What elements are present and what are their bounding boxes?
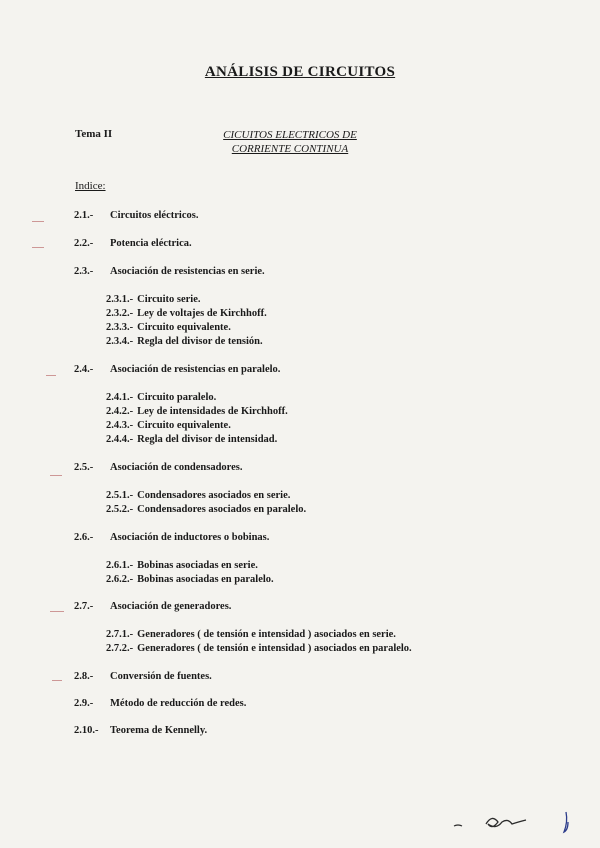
toc-section-2-8: 2.8.- Conversión de fuentes. <box>74 671 212 682</box>
toc-subsection-2-7-2: 2.7.2.- Generadores ( de tensión e intensidad ) asociados en paralelo. <box>106 643 412 654</box>
margin-mark <box>50 611 64 612</box>
tema-subtitle <box>190 128 390 156</box>
signature-scribble-icon <box>448 804 588 844</box>
index-heading: Indice: <box>75 180 106 192</box>
toc-subsection-2-5-2: 2.5.2.- Condensadores asociados en paralelo. <box>106 504 307 515</box>
toc-section-2-1: 2.1.- Circuitos eléctricos. <box>74 210 199 221</box>
margin-mark <box>32 221 44 222</box>
margin-mark <box>50 475 62 476</box>
toc-section-2-9: 2.9.- Método de reducción de redes. <box>74 698 247 709</box>
toc-subsection-2-6-2: 2.6.2.- Bobinas asociadas en paralelo. <box>106 574 274 585</box>
toc-subsection-2-4-2: 2.4.2.- Ley de intensidades de Kirchhoff. <box>106 406 288 417</box>
toc-section-2-10: 2.10.- Teorema de Kennelly. <box>74 725 208 736</box>
document-title: ANÁLISIS DE CIRCUITOS <box>204 64 396 80</box>
toc-subsection-2-7-1: 2.7.1.- Generadores ( de tensión e intensidad ) asociados en serie. <box>106 629 396 640</box>
toc-section-2-7: 2.7.- Asociación de generadores. <box>74 601 232 612</box>
toc-subsection-2-4-1: 2.4.1.- Circuito paralelo. <box>106 392 217 403</box>
toc-section-2-5: 2.5.- Asociación de condensadores. <box>74 462 243 473</box>
toc-section-2-6: 2.6.- Asociación de inductores o bobinas. <box>74 532 270 543</box>
tema-label: Tema II <box>75 128 113 140</box>
toc-subsection-2-3-3: 2.3.3.- Circuito equivalente. <box>106 322 231 333</box>
toc-subsection-2-3-1: 2.3.1.- Circuito serie. <box>106 294 201 305</box>
toc-section-2-4: 2.4.- Asociación de resistencias en paralelo. <box>74 364 281 375</box>
toc-subsection-2-3-4: 2.3.4.- Regla del divisor de tensión. <box>106 336 263 347</box>
toc-subsection-2-5-1: 2.5.1.- Condensadores asociados en serie. <box>106 490 291 501</box>
toc-subsection-2-3-2: 2.3.2.- Ley de voltajes de Kirchhoff. <box>106 308 267 319</box>
toc-subsection-2-4-3: 2.4.3.- Circuito equivalente. <box>106 420 231 431</box>
margin-mark <box>52 680 62 681</box>
margin-mark <box>46 375 56 376</box>
toc-subsection-2-4-4: 2.4.4.- Regla del divisor de intensidad. <box>106 434 278 445</box>
subtitle-line-2: CORRIENTE CONTINUA <box>231 143 349 155</box>
toc-section-2-2: 2.2.- Potencia eléctrica. <box>74 238 192 249</box>
toc-subsection-2-6-1: 2.6.1.- Bobinas asociadas en serie. <box>106 560 258 571</box>
subtitle-line-1: CICUITOS ELECTRICOS DE <box>223 129 357 141</box>
toc-section-2-3: 2.3.- Asociación de resistencias en serie. <box>74 266 265 277</box>
margin-mark <box>32 247 44 248</box>
